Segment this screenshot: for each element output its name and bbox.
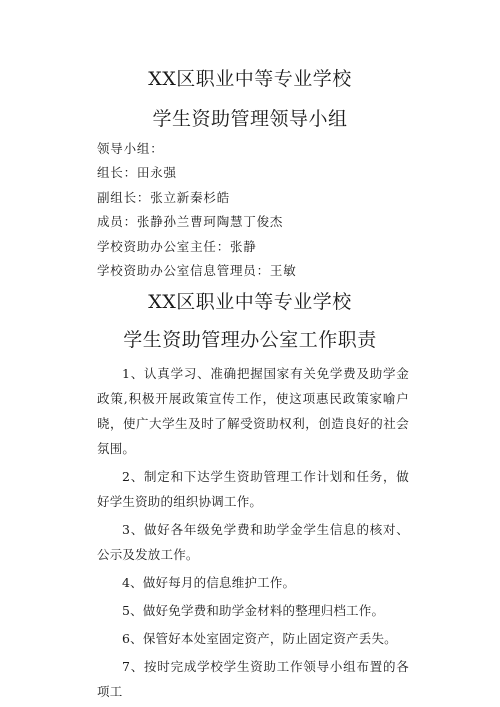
duty-item: 3、做好各年级免学费和助学金学生信息的核对、公示及发放工作。 xyxy=(97,522,409,562)
duty-item: 5、做好免学费和助学金材料的整理归档工作。 xyxy=(122,603,385,618)
duty-item: 7、按时完成学校学生资助工作领导小组布置的各项工 xyxy=(97,659,409,699)
info-manager-line: 学校资助办公室信息管理员：王敏 xyxy=(97,263,297,278)
deputy-leader-line: 副组长：张立新秦杉皓 xyxy=(97,190,231,205)
duty-item: 1、认真学习、准确把握国家有关免学费及助学金政策,积极开展政策宣传工作，使这项惠民政策家喻户晓，使广大学生及时了解受资助权利，创造良好的社会氛围。 xyxy=(97,366,409,456)
school-title-2: XX区职业中等专业学校 xyxy=(148,291,352,313)
duty-item: 4、做好每月的信息维护工作。 xyxy=(122,575,296,590)
duties-list xyxy=(97,361,409,707)
duty-item: 2、制定和下达学生资助管理工作计划和任务，做好学生资助的组织协调工作。 xyxy=(97,469,409,509)
duty-item: 6、保管好本处室固定资产，防止固定资产丢失。 xyxy=(122,631,397,646)
members-line: 成员：张静孙兰曹珂陶慧丁俊杰 xyxy=(97,214,284,229)
leading-group-label: 领导小组： xyxy=(97,141,164,156)
school-title: XX区职业中等专业学校 xyxy=(148,68,352,90)
group-leader-line: 组长：田永强 xyxy=(97,165,177,180)
office-director-line: 学校资助办公室主任：张静 xyxy=(97,239,257,254)
leading-group-title: 学生资助管理领导小组 xyxy=(152,108,348,130)
office-duties-title: 学生资助管理办公室工作职责 xyxy=(123,329,377,351)
